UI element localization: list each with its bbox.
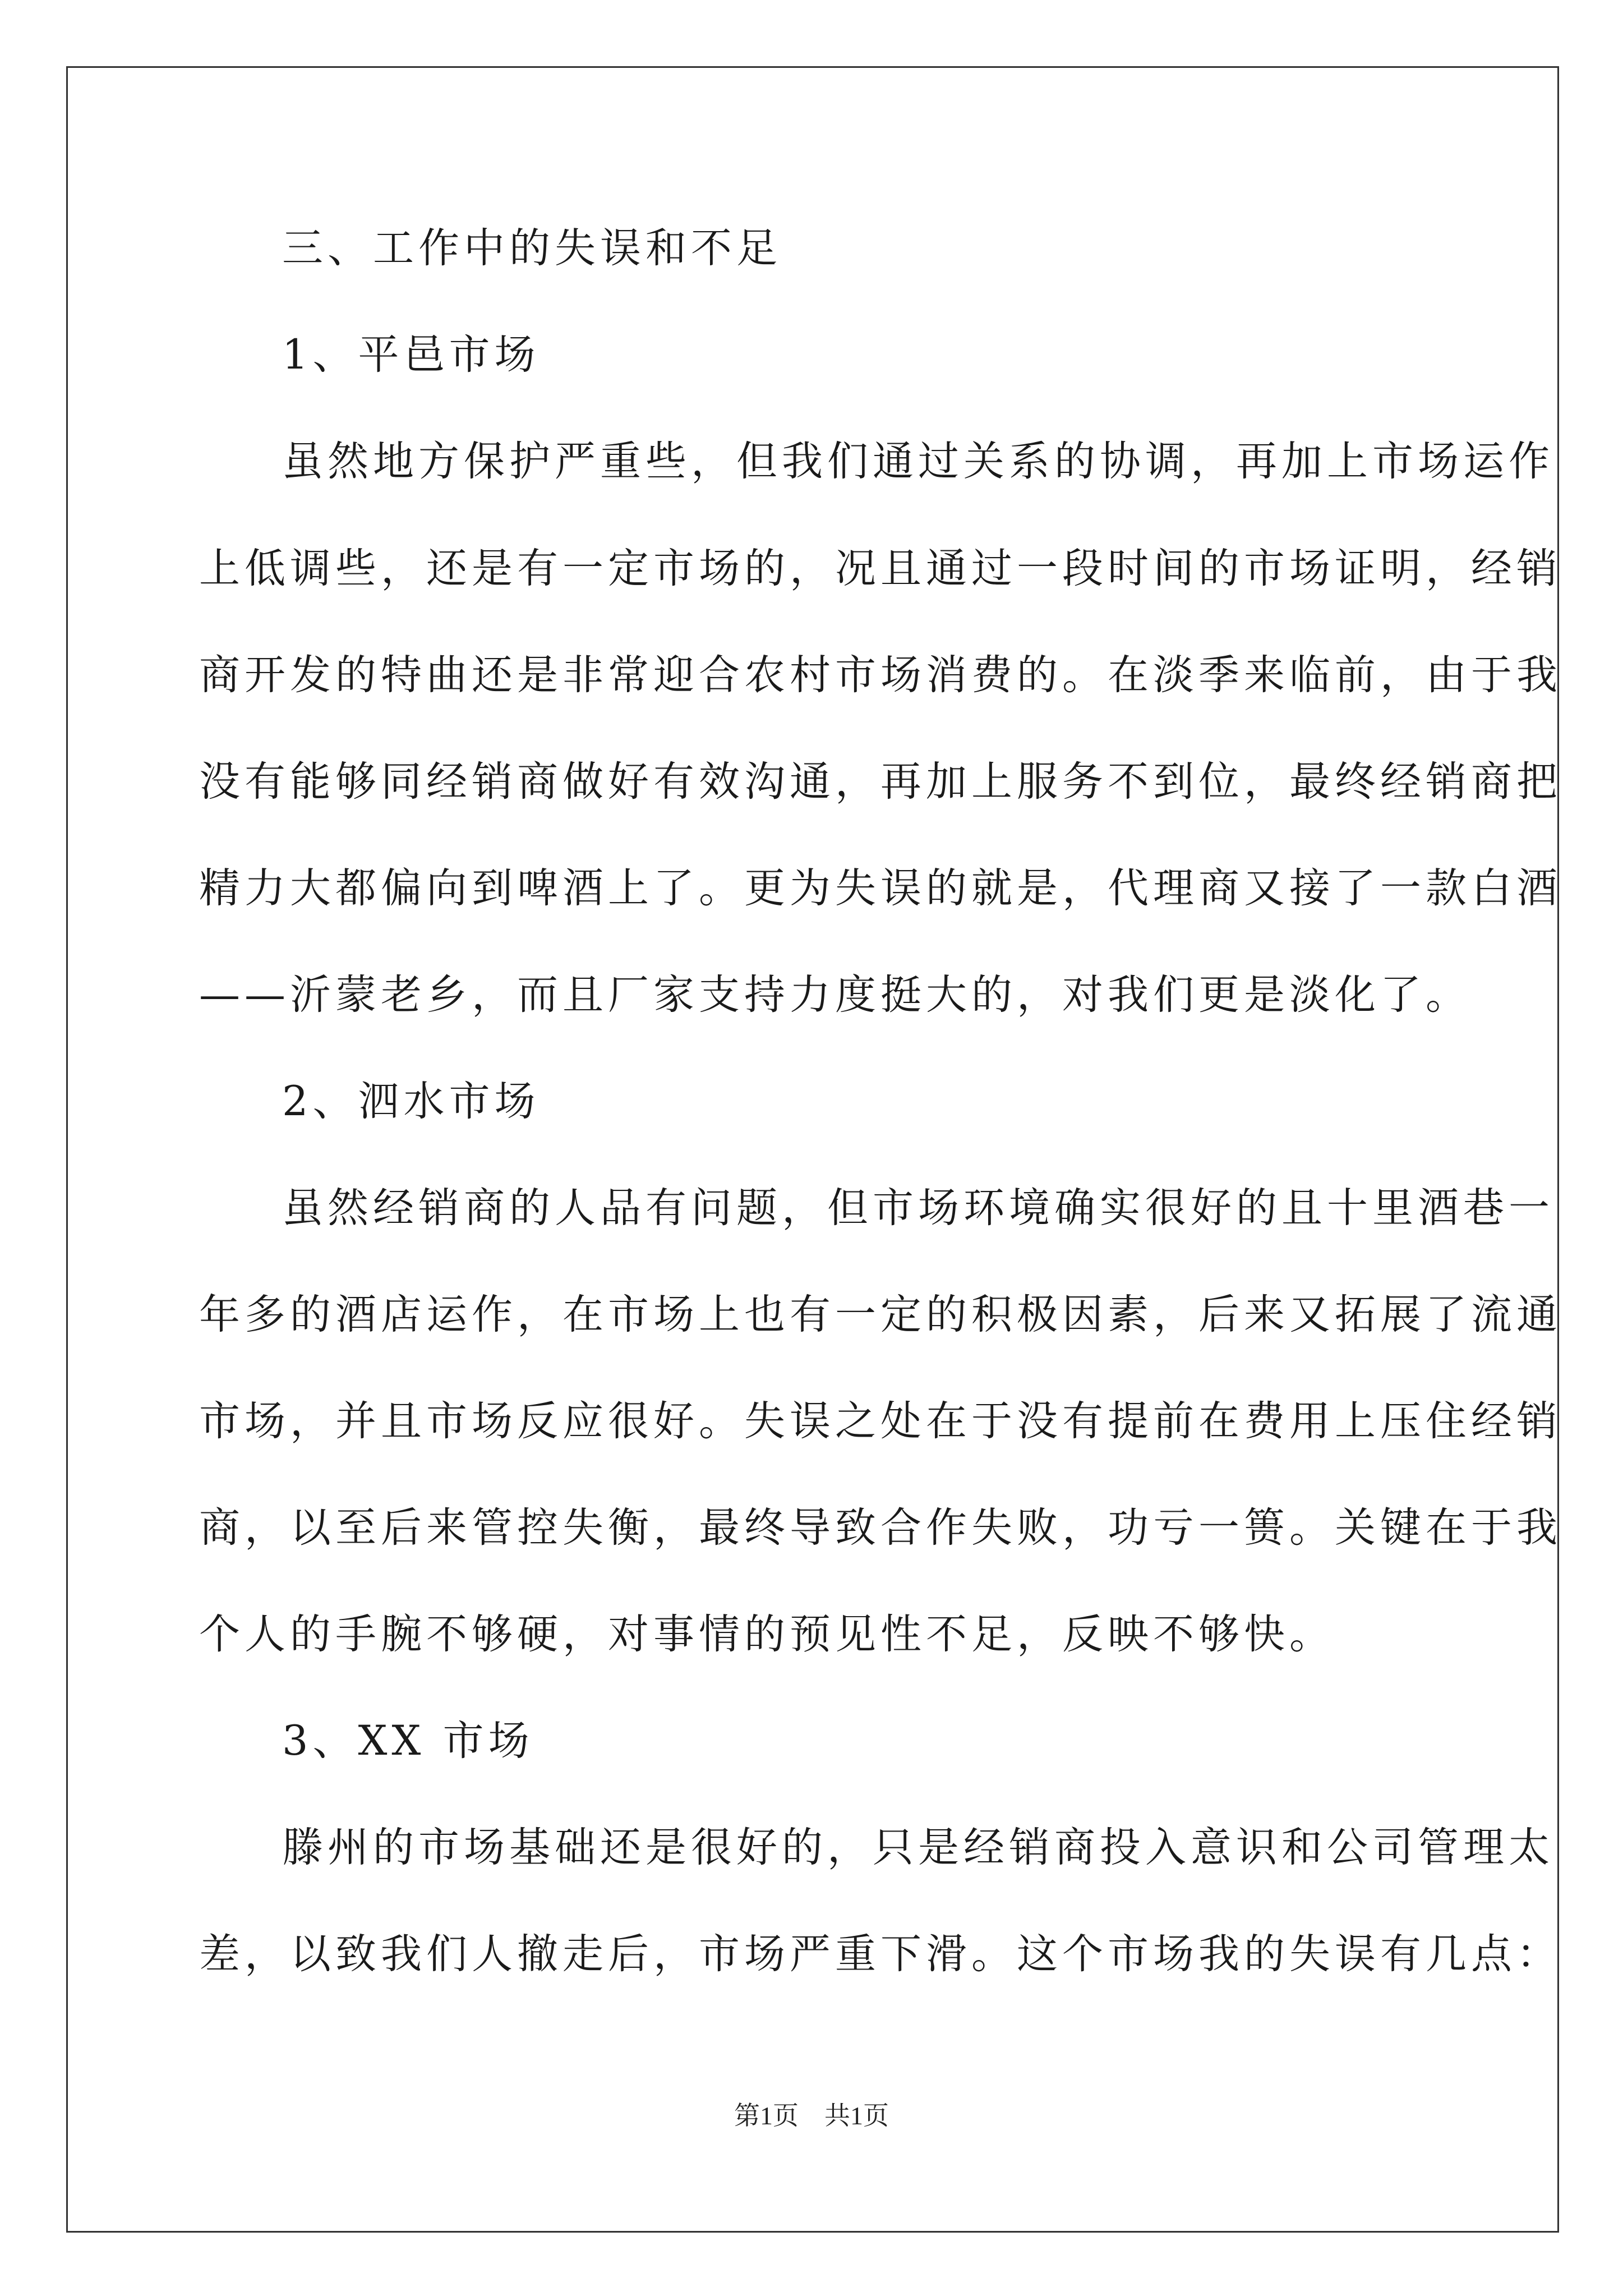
subsection-heading: 2、泗水市场: [282, 1078, 540, 1125]
page-number-footer: 第1页 共1页: [734, 2101, 889, 2130]
paragraph-line: 差，以致我们人撤走后，市场严重下滑。这个市场我的失误有几点：: [199, 1930, 1562, 1978]
paragraph-line: 商开发的特曲还是非常迎合农村市场消费的。在淡季来临前，由于我: [199, 651, 1562, 699]
paragraph-line: 市场，并且市场反应很好。失误之处在于没有提前在费用上压住经销: [199, 1397, 1562, 1445]
page-border: [66, 66, 1559, 2233]
paragraph-line: 精力大都偏向到啤酒上了。更为失误的就是，代理商又接了一款白酒: [199, 864, 1562, 912]
subsection-heading: 1、平邑市场: [282, 331, 540, 379]
paragraph-line: 年多的酒店运作，在市场上也有一定的积极因素，后来又拓展了流通: [199, 1291, 1562, 1338]
section-heading: 三、工作中的失误和不足: [282, 224, 782, 272]
subsection-heading: 3、XX 市场: [282, 1717, 534, 1765]
paragraph-line: 商，以至后来管控失衡，最终导致合作失败，功亏一篑。关键在于我: [199, 1504, 1562, 1552]
paragraph-line: ——沂蒙老乡，而且厂家支持力度挺大的，对我们更是淡化了。: [199, 971, 1471, 1019]
paragraph-line: 滕州的市场基础还是很好的，只是经销商投入意识和公司管理太: [282, 1824, 1554, 1871]
paragraph-line: 虽然地方保护严重些，但我们通过关系的协调，再加上市场运作: [282, 438, 1554, 485]
paragraph-line: 上低调些，还是有一定市场的，况且通过一段时间的市场证明，经销: [199, 545, 1562, 592]
paragraph-line: 虽然经销商的人品有问题，但市场环境确实很好的且十里酒巷一: [282, 1184, 1554, 1232]
paragraph-line: 没有能够同经销商做好有效沟通，再加上服务不到位，最终经销商把: [199, 758, 1562, 806]
paragraph-line: 个人的手腕不够硬，对事情的预见性不足，反映不够快。: [199, 1611, 1335, 1658]
